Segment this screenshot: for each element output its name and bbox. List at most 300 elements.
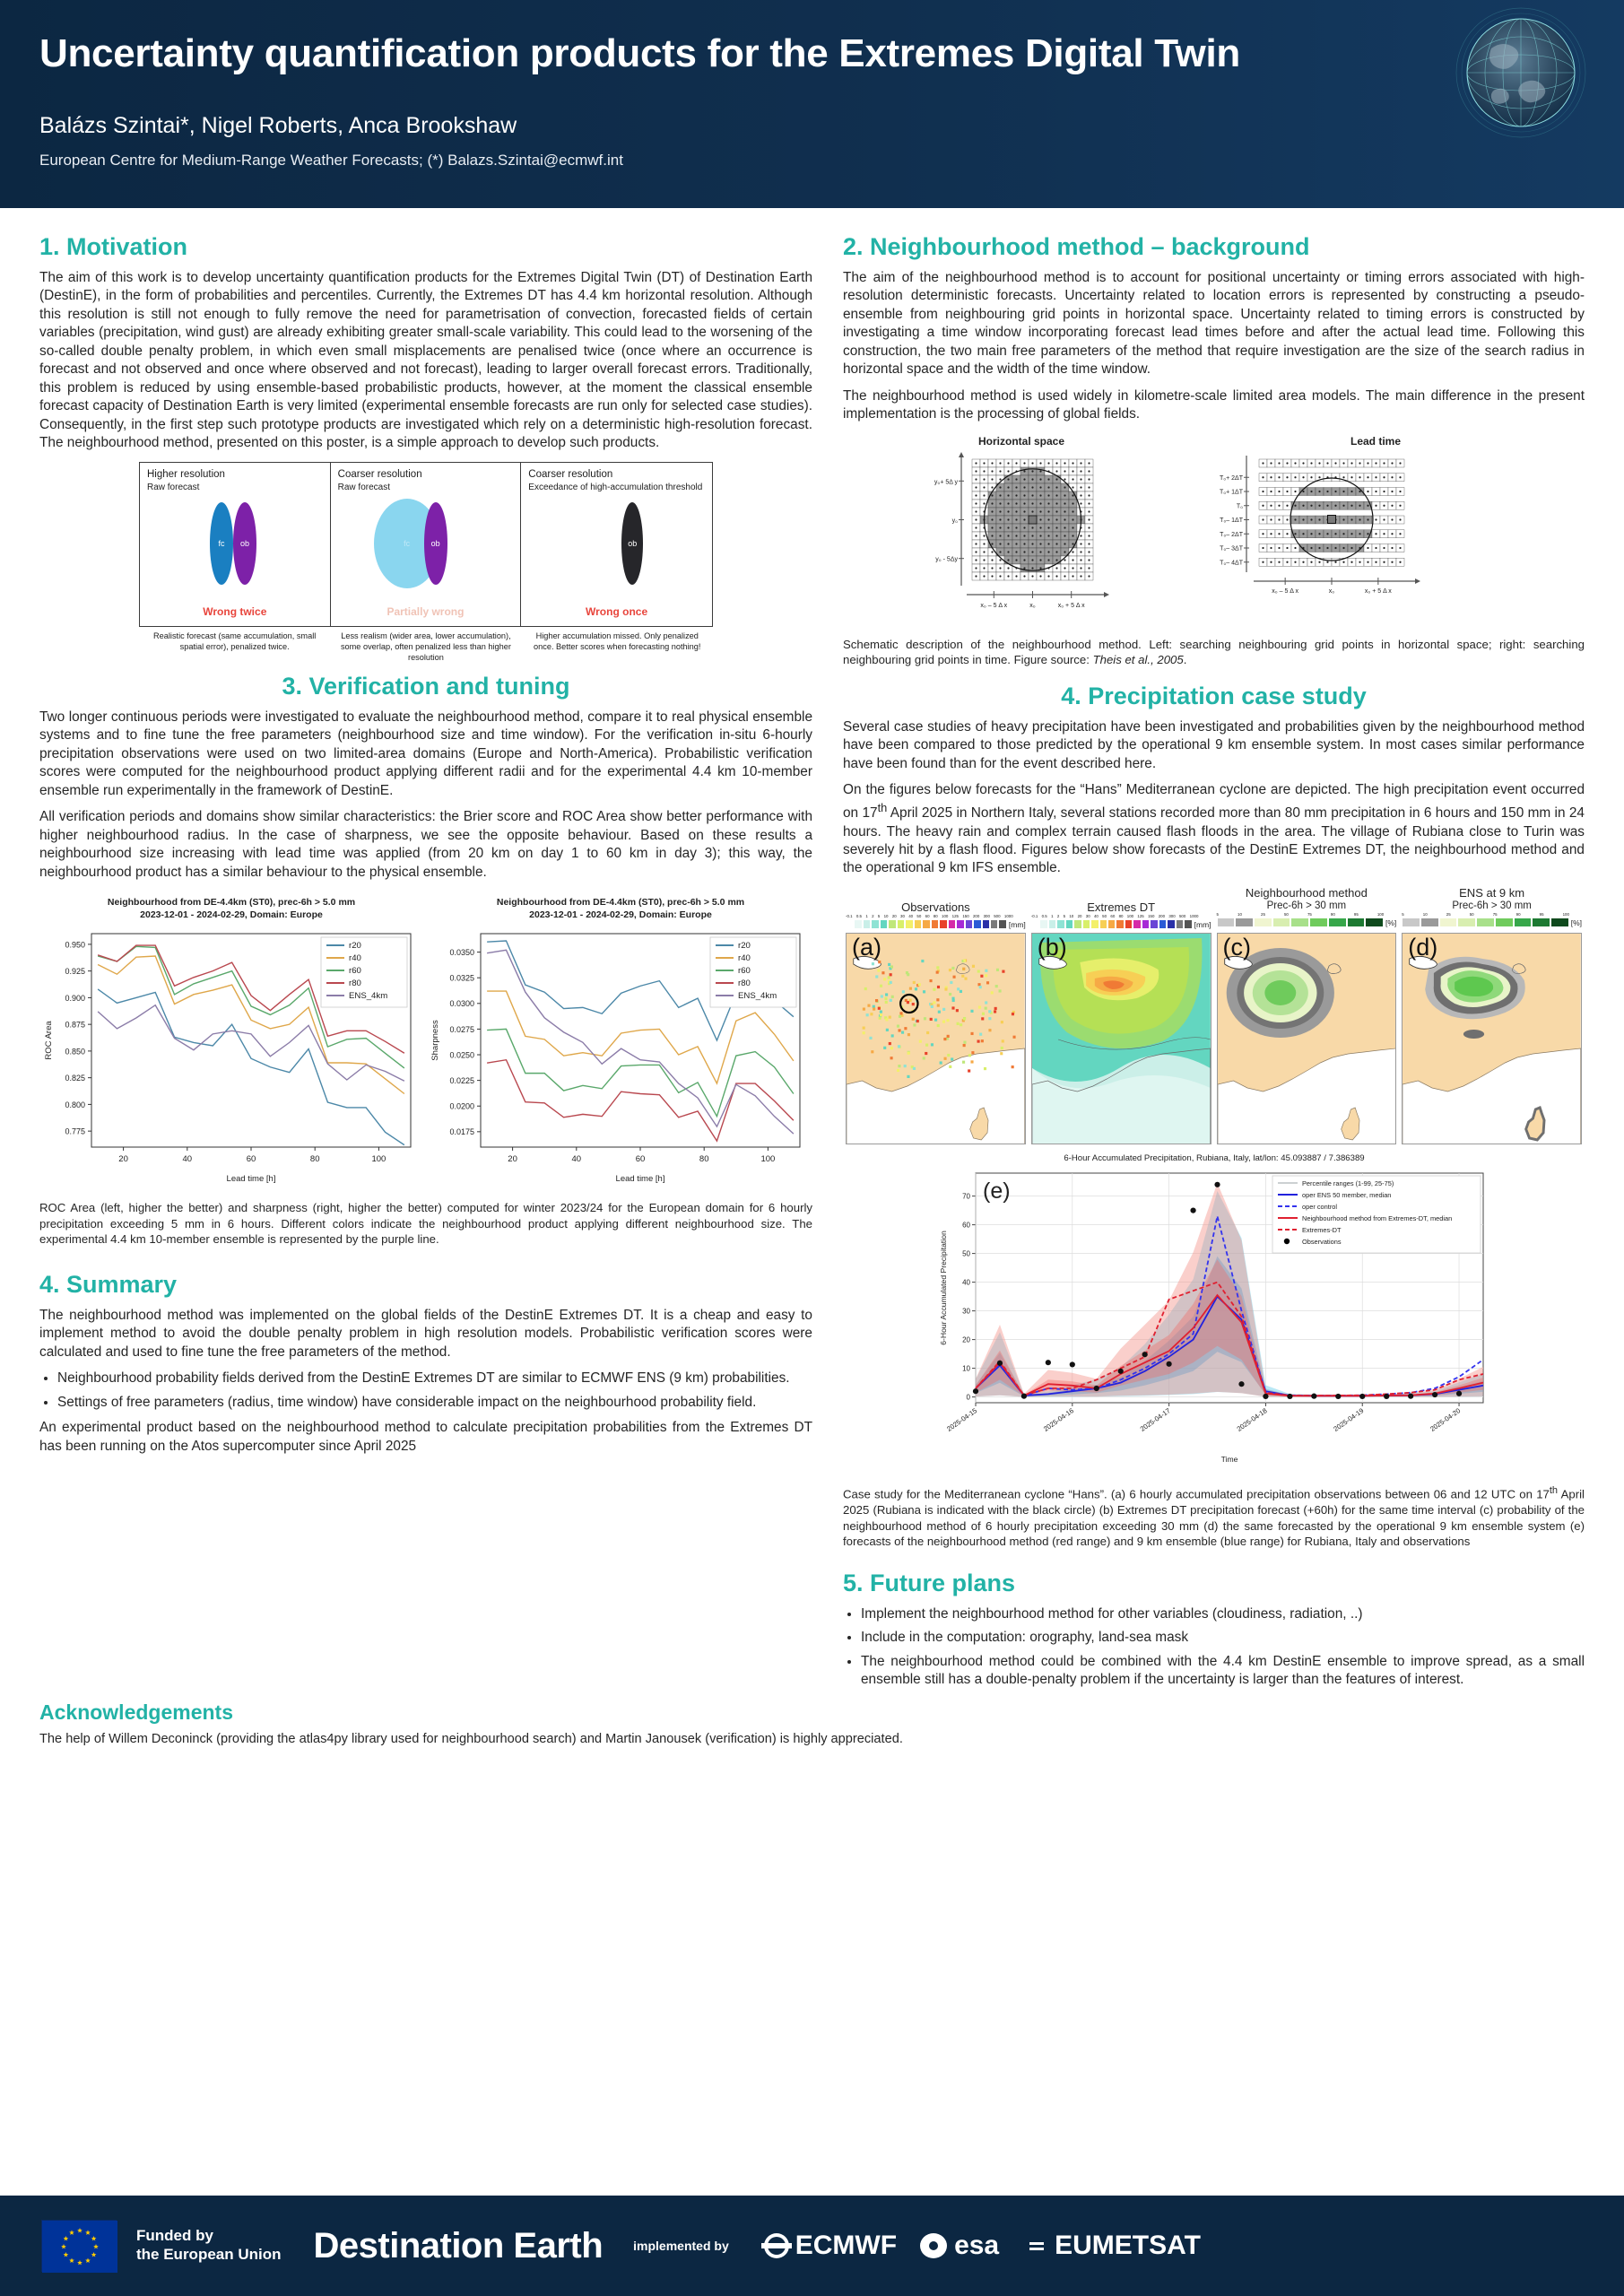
map-a-colorbar-tick: 5 xyxy=(877,914,881,919)
ts-y-tick-label: 60 xyxy=(961,1221,970,1230)
caption-text-part-2: . xyxy=(1183,653,1187,667)
map-c-colorbar-swatch xyxy=(1290,918,1309,927)
map-a-colorbar-tick: 125 xyxy=(951,914,959,919)
map-b-colorbar-swatch xyxy=(1031,919,1039,929)
map-a-colorbar-tick: 30 xyxy=(900,914,905,919)
map-d-colorbar-tick: 95 xyxy=(1539,912,1544,918)
ts-legend-label: Extremes-DT xyxy=(1301,1226,1342,1235)
ts-observation-point xyxy=(1093,1386,1099,1391)
map-c-colorbar-tick: 5 xyxy=(1216,912,1219,918)
map-b-colorbar-tick: 100 xyxy=(1126,914,1134,919)
map-c-colorbar-swatch xyxy=(1217,918,1236,927)
map-a-colorbar-swatch xyxy=(846,919,854,929)
map-a-colorbar-tick: 200 xyxy=(972,914,980,919)
section-3-figure-caption: ROC Area (left, higher the better) and sharpness (right, higher the better) computed for winter 2023/24 for the European domain for 6 hourly precipitation exceeding 5 mm in 6 hours. Different colors indicate the neighbourhood product applying different neighbourhood size. The experimental 4.4 km 10-member ensemble is represented by the purple line. xyxy=(39,1201,812,1247)
ts-x-tick-label: 2025-04-16 xyxy=(1041,1406,1075,1434)
map-b-colorbar-swatch xyxy=(1176,919,1184,929)
map-cell-b xyxy=(1029,933,1214,1144)
map-c-colorbar-swatch xyxy=(1347,918,1366,927)
ts-observation-point xyxy=(1214,1182,1220,1187)
map-b-title: Extremes DT xyxy=(1087,900,1156,914)
x-tick-label: 40 xyxy=(571,1154,582,1165)
map-a-colorbar-swatch xyxy=(905,919,913,929)
map-a-colorbar-tick: 300 xyxy=(983,914,990,919)
ts-observation-point xyxy=(1455,1391,1461,1396)
dp-panel-1-subtitle: Raw forecast xyxy=(147,482,200,492)
eumetsat-logo-text: EUMETSAT xyxy=(1055,2231,1201,2260)
section-2-figure-caption xyxy=(843,637,1585,668)
schematic-leadtime-x-tick: x₀ – 5 Δ x xyxy=(1271,587,1298,595)
section-4-heading: 4. Precipitation case study xyxy=(1061,682,1367,709)
map-c-colorbar-tick: 90 xyxy=(1330,912,1335,918)
schematic-leadtime-tick: T₀– 1ΔT xyxy=(1219,517,1243,524)
section-4-paragraph-2 xyxy=(843,781,1585,878)
map-c-title: Neighbourhood method xyxy=(1245,885,1368,900)
map-a-colorbar-swatch xyxy=(956,919,964,929)
legend-label-r60: r60 xyxy=(349,966,361,977)
ts-observation-point xyxy=(1045,1360,1050,1365)
map-b-colorbar-swatch xyxy=(1090,919,1099,929)
legend-label-ENS_4km: ENS_4km xyxy=(349,991,388,1002)
schematic-leadtime-tick: T₀+ 2ΔT xyxy=(1219,474,1243,482)
ts-observation-point xyxy=(1311,1394,1316,1399)
funded-line-1: Funded by xyxy=(136,2227,213,2245)
map-b-colorbar-tick: 150 xyxy=(1148,914,1155,919)
map-b-colorbar-unit: [mm] xyxy=(1194,919,1211,929)
y-tick-label: 0.950 xyxy=(65,940,85,950)
dp-panel-1-observation-blob: ob xyxy=(233,502,256,585)
left-column xyxy=(39,224,812,1697)
ts-observation-point xyxy=(1142,1352,1147,1357)
map-a-colorbar-tick: 150 xyxy=(962,914,969,919)
map-a-colorbar-swatch xyxy=(990,919,998,929)
map-a-colorbar-tick: 40 xyxy=(908,914,914,919)
y-tick-label: 0.0275 xyxy=(449,1024,474,1034)
map-c-colorbar-tick: 50 xyxy=(1283,912,1289,918)
poster-footer xyxy=(0,2196,1624,2296)
dp-panel-1-title: Higher resolution xyxy=(147,468,225,480)
dp-panel-2-verdict: Partially wrong xyxy=(386,604,465,618)
future-bullet-3: • The neighbourhood method could be combined with the 4.4 km DestinE ensemble to improve spread, as a small ensemble still has a double-penalty problem if the uncertainty is larger than the features of interest. xyxy=(861,1653,1585,1690)
map-b-colorbar-tick: 500 xyxy=(1178,914,1186,919)
affiliation-line: European Centre for Medium-Range Weather Forecasts; (*) Balazs.Szintai@ecmwf.int xyxy=(39,151,623,169)
ts-x-tick-label: 2025-04-19 xyxy=(1331,1406,1365,1434)
map-d-colorbar-tick: 10 xyxy=(1422,912,1428,918)
x-tick-label: 60 xyxy=(635,1154,646,1165)
map-c-colorbar-tick: 25 xyxy=(1261,912,1265,918)
map-c-colorbar-swatch xyxy=(1235,918,1254,927)
caption-citation: Theis et al., 2005 xyxy=(1092,653,1184,667)
ts-x-tick-label: 2025-04-20 xyxy=(1428,1406,1462,1434)
poster-header xyxy=(0,0,1624,208)
eu-flag-icon xyxy=(41,2220,117,2272)
authors-line: Balázs Szintai*, Nigel Roberts, Anca Brookshaw xyxy=(39,112,517,138)
map-a-colorbar-tick: 10 xyxy=(883,914,889,919)
x-tick-label: 60 xyxy=(246,1154,256,1165)
map-d-colorbar-swatch xyxy=(1420,918,1439,927)
ts-observation-point xyxy=(1238,1381,1244,1387)
map-a-colorbar-swatch xyxy=(880,919,888,929)
map-b-colorbar-tick: 1000 xyxy=(1189,914,1199,919)
map-a-colorbar-swatch xyxy=(914,919,922,929)
map-b-colorbar-swatch xyxy=(1125,919,1133,929)
y-tick-label: 0.875 xyxy=(65,1020,85,1030)
map-a-colorbar-tick: 100 xyxy=(942,914,949,919)
map-a-colorbar-unit: [mm] xyxy=(1008,919,1026,929)
map-a-colorbar-swatch xyxy=(982,919,990,929)
map-c-colorbar-swatch xyxy=(1254,918,1272,927)
verification-charts xyxy=(39,892,812,1193)
ecmwf-mark-icon xyxy=(761,2232,792,2259)
legend-label-r80: r80 xyxy=(349,978,361,989)
ts-legend-label: oper control xyxy=(1301,1203,1337,1212)
schematic-leadtime-tick: T₀+ 1ΔT xyxy=(1219,489,1243,496)
s4-p2-a: On the figures below forecasts for the “Hans” Mediterranean cyclone are depicted. The high precipitation event occurred on 17 xyxy=(843,782,1585,822)
horizontal-center-cell xyxy=(1029,516,1037,524)
map-b-colorbar-tick: 10 xyxy=(1069,914,1074,919)
prob-band-75 xyxy=(1264,980,1296,1005)
map-panels xyxy=(843,933,1585,1144)
section-4-paragraph-1: Several case studies of heavy precipitation have been investigated and probabilities given by the neighbourhood method have been compared to those predicted by the operational 9 km ensemble system. In most cases similar performance have been found than for the event described here. xyxy=(843,718,1585,771)
y-tick-label: 0.825 xyxy=(65,1074,85,1083)
x-tick-label: 20 xyxy=(508,1154,517,1165)
dp-panel-3-observation-blob: ob xyxy=(621,502,643,585)
caption-text-part-1: Schematic description of the neighbourhood method. Left: searching neighbouring grid points in horizontal space; right: searching neighbouring grid points in time. Figure source: xyxy=(843,637,1585,667)
map-c-colorbar-swatch xyxy=(1309,918,1328,927)
map-a-colorbar-ticks xyxy=(846,914,1026,918)
map-d-label: (d) xyxy=(1408,934,1438,961)
ts-legend-label: Observations xyxy=(1301,1238,1342,1247)
ts-observation-point xyxy=(1431,1392,1437,1397)
section-3-paragraph-2: All verification periods and domains show similar characteristics: the Brier score and ROC Area show better performance with higher neighbourhood radius. In the case of sharpness, we see the opposite behaviour. Based on these results a neighbourhood size increasing with lead time was applied (from 20 km on day 1 to 60 km in day 3); this way, the neighbourhood product has a similar behaviour to the physical ensemble. xyxy=(39,809,812,880)
map-b-colorbar-swatch xyxy=(1082,919,1090,929)
x-tick-label: 100 xyxy=(760,1154,776,1165)
schematic-left-title: Horizontal space xyxy=(977,434,1064,448)
map-b-colorbar-swatch xyxy=(1039,919,1047,929)
schematic-y-tick: y₀ xyxy=(951,517,958,525)
dp-panel-3-caption: Higher accumulation missed. Only penalized once. Better scores when forecasting nothing! xyxy=(534,631,701,651)
ts-y-tick-label: 20 xyxy=(961,1335,970,1344)
map-d-colorbar-tick: 100 xyxy=(1562,912,1569,918)
section-1-heading: 1. Motivation xyxy=(39,233,188,260)
x-tick-label: 80 xyxy=(309,1154,320,1165)
map-d-colorbar-swatch xyxy=(1550,918,1569,927)
schematic-leadtime-tick: T₀– 3ΔT xyxy=(1219,545,1243,552)
map-d-colorbar-ticks xyxy=(1402,912,1582,917)
map-d-colorbar-swatch xyxy=(1495,918,1514,927)
acknowledgements-text: The help of Willem Deconinck (providing the atlas4py library used for neighbourhood search) and Martin Janousek (verification) is highly appreciated. xyxy=(39,1731,903,1746)
y-tick-label: 0.0250 xyxy=(449,1050,474,1060)
lead-time-grid xyxy=(1259,459,1404,566)
summary-paragraph-2: An experimental product based on the neighbourhood method to calculate precipitation probabilities from the Extremes DT has been running on the Atos supercomputer since April 2025 xyxy=(39,1420,812,1454)
map-a-colorbar-swatch xyxy=(973,919,981,929)
section-3-paragraph-1: Two longer continuous periods were investigated to evaluate the neighbourhood method, compare it to real physical ensemble systems and to fine tune the free parameters (neighbourhood size and time window). For the verification in-situ 6-hourly precipitation observations were used on two limited-area domains (Europe and North-America). Probabilistic verification scores were computed for the neighbourhood product applying different radii and for the experimental 4.4 km 10-member ensemble run experimentally in the framework of DestinE. xyxy=(39,709,812,798)
schematic-x-tick: x₀ + 5 Δ x xyxy=(1057,602,1085,609)
chart-title-line-2: 2023-12-01 - 2024-02-29, Domain: Europe xyxy=(140,909,323,921)
map-a-colorbar-swatch xyxy=(871,919,879,929)
s4-p2-sup: th xyxy=(877,800,888,814)
map-header-c xyxy=(1214,886,1400,929)
ts-y-tick-label: 30 xyxy=(961,1307,970,1316)
ts-x-tick-label: 2025-04-15 xyxy=(944,1406,978,1434)
right-column xyxy=(843,224,1585,1697)
map-b-colorbar-tick: 20 xyxy=(1077,914,1082,919)
s4-cap-b: April 2025 (Rubiana is indicated with the black circle) (b) Extremes DT precipitation forecast (+60h) for the same time interval (c) probability of the neighbourhood method of 6 hourly precipitation exceeding 30 mm (d) the same forecasted by the operational 9 km ensemble system (e) forecasts of the neighbourhood method (red range) and 9 km ensemble (blue range) for Rubiana, Italy and observations xyxy=(843,1487,1585,1549)
page-title: Uncertainty quantification products for the Extremes Digital Twin xyxy=(39,31,1240,75)
legend-label-r40: r40 xyxy=(349,953,361,964)
map-b-colorbar-tick: 50 xyxy=(1102,914,1107,919)
dp-panel-3 xyxy=(521,463,712,626)
map-a-colorbar-swatch xyxy=(922,919,930,929)
map-a-colorbar-tick: -0.1 xyxy=(846,914,853,919)
map-b-colorbar-swatch xyxy=(1056,919,1064,929)
map-b-colorbar-ticks xyxy=(1031,914,1211,918)
dp-panel-2 xyxy=(331,463,522,626)
ts-observation-point xyxy=(972,1388,977,1394)
legend-label-r60: r60 xyxy=(738,966,751,977)
dp-panel-3-subtitle: Exceedance of high-accumulation threshold xyxy=(528,482,703,492)
partner-logos xyxy=(761,2231,1201,2261)
dp-panel-2-title: Coarser resolution xyxy=(337,468,422,480)
map-d-colorbar-unit: [%] xyxy=(1570,918,1582,927)
map-b-colorbar-tick: 80 xyxy=(1118,914,1124,919)
ts-observation-point xyxy=(1335,1394,1341,1399)
schematic-right-title: Lead time xyxy=(1350,434,1401,448)
map-d-colorbar-swatch xyxy=(1457,918,1476,927)
map-b-colorbar-tick: 125 xyxy=(1137,914,1144,919)
ts-y-tick-label: 10 xyxy=(961,1364,970,1373)
legend-label-r20: r20 xyxy=(738,941,751,952)
section-5-heading: 5. Future plans xyxy=(843,1569,1016,1596)
map-c-colorbar-tick: 95 xyxy=(1353,912,1359,918)
y-axis-label: Sharpness xyxy=(430,1020,440,1061)
globe-icon xyxy=(1454,5,1588,140)
future-bullet-2: • Include in the computation: orography, land-sea mask xyxy=(861,1629,1585,1647)
s4-p2-b: April 2025 in Northern Italy, several stations recorded more than 80 mm precipitation in 6 hours and 150 mm in 24 hours. The heavy rain and complex terrain caused flash floods in the area. The village of Rubiana close to Turin was severely hit by a flash flood. Figures below show forecasts of the DestinE Extremes DT, the neighbourhood method and the operational 9 km IFS ensemble. xyxy=(843,805,1585,876)
map-a-colorbar-swatch xyxy=(888,919,896,929)
esa-logo xyxy=(920,2231,999,2261)
summary-paragraph-1: The neighbourhood method was implemented on the global fields of the DestinE Extremes DT. It is a cheap and easy to implement method to avoid the double penalty problem in high resolution models. Probabilistic verification scores were calculated and used to fine tune the free parameters of the method. xyxy=(39,1307,812,1360)
x-tick-label: 80 xyxy=(699,1154,709,1165)
map-d-colorbar-swatch xyxy=(1476,918,1495,927)
dp-panel-2-subtitle: Raw forecast xyxy=(337,482,390,492)
summary-bullets xyxy=(57,1370,812,1412)
map-d-title: ENS at 9 km xyxy=(1459,885,1525,900)
acknowledgements-block xyxy=(0,1700,1624,1746)
map-c-colorbar-swatch xyxy=(1272,918,1291,927)
funded-line-2: the European Union xyxy=(136,2246,282,2263)
map-d-colorbar-swatch xyxy=(1439,918,1458,927)
map-a-colorbar-swatch xyxy=(863,919,871,929)
y-tick-label: 0.0350 xyxy=(449,948,474,958)
map-b-colorbar-swatch xyxy=(1167,919,1175,929)
s4-cap-a: Case study for the Mediterranean cyclone “Hans”. (a) 6 hourly accumulated precipitation observations between 06 and 12 UTC on 17 xyxy=(843,1487,1550,1501)
s4-cap-sup: th xyxy=(1549,1485,1559,1497)
implemented-by-label: implemented by xyxy=(633,2239,729,2253)
summary-bullet-1: • Neighbourhood probability fields derived from the DestinE Extremes DT are similar to ECMWF ENS (9 km) probabilities. xyxy=(57,1370,812,1387)
map-d-colorbar-tick: 25 xyxy=(1446,912,1451,918)
future-bullet-1: • Implement the neighbourhood method for other variables (cloudiness, radiation, ..) xyxy=(861,1605,1585,1623)
y-tick-label: 0.775 xyxy=(65,1126,85,1136)
ts-x-tick-label: 2025-04-18 xyxy=(1235,1406,1269,1434)
x-axis-label: Lead time [h] xyxy=(226,1174,276,1185)
map-b-colorbar-swatch xyxy=(1116,919,1124,929)
map-a-colorbar-swatch xyxy=(897,919,905,929)
map-b-colorbar-tick: 40 xyxy=(1093,914,1099,919)
map-d-colorbar-tick: 90 xyxy=(1515,912,1521,918)
map-a-colorbar-tick: 500 xyxy=(994,914,1001,919)
dp-panel-1-verdict: Wrong twice xyxy=(203,604,267,618)
x-tick-label: 40 xyxy=(182,1154,193,1165)
map-a-colorbar-tick: 1 xyxy=(865,914,868,919)
map-d-colorbar-tick: 50 xyxy=(1469,912,1474,918)
y-tick-label: 0.0200 xyxy=(449,1101,474,1111)
schematic-y-tick: y₀ - 5Δy xyxy=(934,556,958,563)
ecmwf-logo xyxy=(761,2231,897,2261)
map-b-colorbar-swatch xyxy=(1133,919,1141,929)
map-d-colorbar xyxy=(1402,918,1582,927)
map-b-colorbar-tick: -0.1 xyxy=(1030,914,1038,919)
legend-label-r20: r20 xyxy=(349,941,361,952)
map-b-colorbar-swatch xyxy=(1099,919,1107,929)
x-tick-label: 20 xyxy=(118,1154,128,1165)
schematic-leadtime-tick: T₀– 2ΔT xyxy=(1219,531,1243,538)
schematic-x-tick: x₀ – 5 Δ x xyxy=(979,602,1007,609)
poster-body xyxy=(0,208,1624,1697)
map-b-colorbar-tick: 0.5 xyxy=(1041,914,1047,919)
map-cell-d xyxy=(1399,933,1585,1144)
map-d-colorbar-swatch xyxy=(1402,918,1420,927)
map-a-colorbar-swatch xyxy=(998,919,1006,929)
chart-title-line-1: Neighbourhood from DE-4.4km (ST0), prec-6h > 5.0 mm xyxy=(107,897,356,909)
y-tick-label: 0.0325 xyxy=(449,973,474,983)
ts-observation-point xyxy=(1263,1394,1268,1399)
ts-panel-label: (e) xyxy=(982,1178,1011,1205)
double-penalty-figure xyxy=(139,462,713,664)
map-d-colorbar-swatch xyxy=(1532,918,1550,927)
dp-panel-2-observation-blob: ob xyxy=(424,502,447,585)
ts-observation-point xyxy=(1166,1361,1171,1367)
esa-logo-text: esa xyxy=(954,2231,1000,2260)
map-b-colorbar-swatch xyxy=(1073,919,1081,929)
map-a-colorbar-swatch xyxy=(931,919,939,929)
map-b-colorbar-tick: 2 xyxy=(1056,914,1060,919)
map-a-colorbar-tick: 50 xyxy=(916,914,922,919)
ecmwf-logo-text: ECMWF xyxy=(795,2231,898,2260)
dp-panel-2-caption: Less realism (wider area, lower accumulation), some overlap, often penalized less than higher resolution xyxy=(340,631,511,662)
map-c-colorbar-tick: 10 xyxy=(1238,912,1242,918)
map-b-colorbar-swatch xyxy=(1048,919,1056,929)
chart-sharpness xyxy=(429,892,812,1193)
eu-funding-text xyxy=(136,2227,282,2264)
map-b-colorbar-tick: 1 xyxy=(1051,914,1054,919)
ts-observation-point xyxy=(1190,1208,1195,1213)
ts-legend-marker xyxy=(1283,1239,1289,1244)
eumetsat-logo xyxy=(1022,2231,1201,2261)
map-c-colorbar-ticks xyxy=(1217,912,1397,917)
map-a-colorbar-tick: 0.5 xyxy=(855,914,862,919)
map-a-colorbar-tick: 1000 xyxy=(1003,914,1013,919)
ts-legend-label: Percentile ranges (1-99, 25-75) xyxy=(1301,1179,1394,1188)
dp-panel-1-forecast-blob: fc xyxy=(210,502,233,585)
y-tick-label: 0.900 xyxy=(65,993,85,1003)
map-b-colorbar-tick: 300 xyxy=(1168,914,1176,919)
map-b-colorbar xyxy=(1031,919,1211,929)
summary-bullet-2: • Settings of free parameters (radius, time window) have considerable impact on the neighbourhood probability field. xyxy=(57,1394,812,1412)
map-a-colorbar-tick: 2 xyxy=(872,914,874,919)
ts-observation-point xyxy=(1020,1394,1026,1399)
ts-observation-point xyxy=(1287,1394,1292,1399)
map-a-label: (a) xyxy=(852,934,881,961)
esa-mark-icon xyxy=(920,2232,951,2259)
map-b-colorbar-tick: 5 xyxy=(1063,914,1066,919)
map-cell-c xyxy=(1214,933,1400,1144)
x-axis-label: Lead time [h] xyxy=(615,1174,665,1185)
chart-title-line-2: 2023-12-01 - 2024-02-29, Domain: Europe xyxy=(529,909,712,921)
map-b-label: (b) xyxy=(1037,934,1067,961)
map-c-colorbar-swatch xyxy=(1328,918,1347,927)
ts-y-tick-label: 70 xyxy=(961,1192,970,1201)
ts-x-axis-label: Time xyxy=(1220,1455,1238,1465)
map-b-colorbar-tick: 200 xyxy=(1158,914,1166,919)
y-axis-label: ROC Area xyxy=(44,1021,54,1060)
section-2-heading: 2. Neighbourhood method – background xyxy=(843,233,1310,260)
schematic-leadtime-x-tick: x₀ xyxy=(1328,587,1334,595)
ts-y-tick-label: 50 xyxy=(961,1249,970,1258)
y-tick-label: 0.850 xyxy=(65,1047,85,1057)
map-a-colorbar-tick: 20 xyxy=(891,914,897,919)
section-2-paragraph-1: The aim of the neighbourhood method is to account for positional uncertainty or timing errors associated with high-resolution deterministic forecasts. Uncertainty related to location errors is represented by constructing a pseudo-ensemble from neighbouring grid points in horizontal space. Uncertainty related to timing errors is constructed by investigating a time window incorporating forecast lead times before and after the actual lead time. Following this construction, the two main free parameters of the method that require investigation are the size of the search radius in horizontal space and the width of the time window. xyxy=(843,270,1585,378)
legend-label-r40: r40 xyxy=(738,953,751,964)
section-3-heading: 3. Verification and tuning xyxy=(282,672,570,700)
summary-heading: 4. Summary xyxy=(39,1270,178,1298)
map-header-d xyxy=(1399,886,1585,929)
legend-label-ENS_4km: ENS_4km xyxy=(738,991,777,1002)
map-a-colorbar-tick: 60 xyxy=(925,914,930,919)
map-b-colorbar-swatch xyxy=(1142,919,1150,929)
ts-observation-point xyxy=(996,1361,1002,1366)
map-a-colorbar-swatch xyxy=(948,919,956,929)
map-a-colorbar-swatch xyxy=(965,919,973,929)
acknowledgements-heading: Acknowledgements xyxy=(39,1700,233,1724)
future-bullets xyxy=(861,1605,1585,1690)
map-d-colorbar-tick: 75 xyxy=(1492,912,1498,918)
section-4-figure-caption xyxy=(843,1484,1585,1550)
ts-observation-point xyxy=(1359,1394,1365,1399)
schematic-leadtime-x-tick: x₀ + 5 Δ x xyxy=(1364,587,1392,595)
ts-observation-point xyxy=(1117,1369,1123,1374)
map-c-subtitle: Prec-6h > 30 mm xyxy=(1266,900,1347,911)
ts-y-axis-label: 6-Hour Accumulated Precipitation xyxy=(938,1231,948,1345)
map-a-colorbar-swatch xyxy=(939,919,947,929)
map-panel-headers xyxy=(843,886,1585,929)
map-b-colorbar-swatch xyxy=(1184,919,1192,929)
map-c-label: (c) xyxy=(1222,934,1251,961)
map-a-colorbar-swatch xyxy=(854,919,862,929)
dp-panel-3-title: Coarser resolution xyxy=(528,468,613,480)
map-d-colorbar-tick: 5 xyxy=(1402,912,1404,918)
map-b-colorbar-swatch xyxy=(1107,919,1116,929)
chart-title-line-1: Neighbourhood from DE-4.4km (ST0), prec-6h > 5.0 mm xyxy=(496,897,745,909)
ts-observation-point xyxy=(1384,1394,1389,1399)
map-b-colorbar-swatch xyxy=(1159,919,1167,929)
chart-roc-area xyxy=(39,892,423,1193)
map-c-colorbar-swatch xyxy=(1365,918,1384,927)
map-b-colorbar-tick: 30 xyxy=(1085,914,1090,919)
map-a-title: Observations xyxy=(901,900,970,914)
ts-legend-label: Neighbourhood method from Extremes-DT, median xyxy=(1301,1214,1452,1223)
map-d-colorbar-swatch xyxy=(1514,918,1533,927)
